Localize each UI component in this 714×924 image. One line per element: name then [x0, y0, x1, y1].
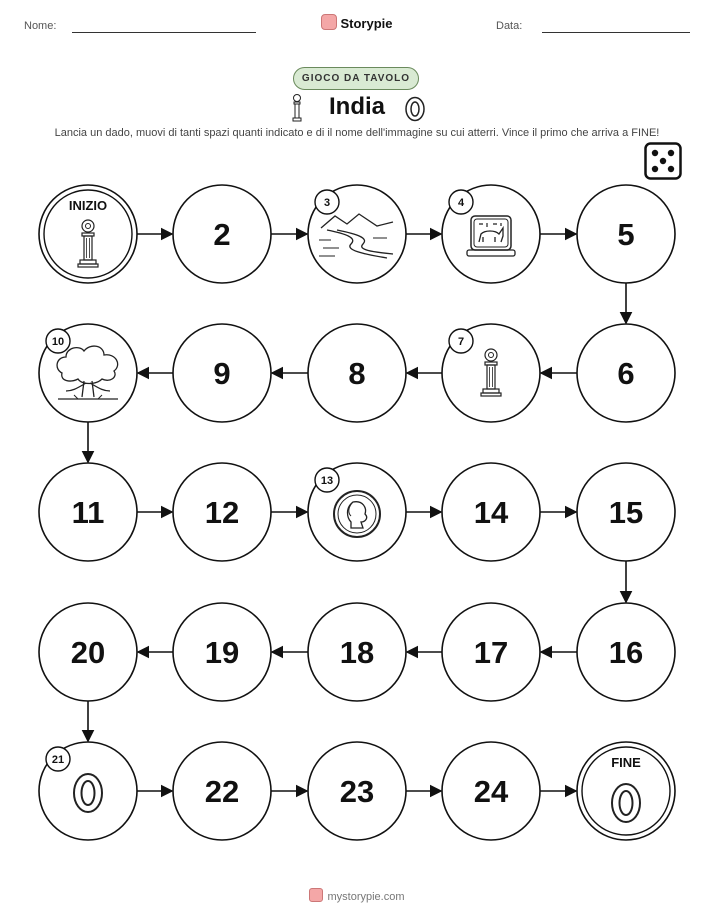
board-space-8[interactable] [308, 324, 406, 422]
space-number: 24 [473, 774, 509, 809]
board-space-10[interactable] [39, 324, 137, 422]
space-number: 17 [473, 635, 509, 670]
storypie-logo-icon [309, 888, 323, 902]
board-space-2[interactable] [173, 185, 271, 283]
space-label: FINE [611, 755, 641, 770]
space-number: 13 [320, 475, 334, 487]
space-number: 21 [51, 754, 65, 766]
board-space-18[interactable] [308, 603, 406, 701]
board-space-4[interactable] [442, 185, 540, 283]
board-space-19[interactable] [173, 603, 271, 701]
space-number: 10 [51, 336, 65, 348]
footer [0, 888, 714, 903]
space-number: 3 [323, 197, 331, 209]
space-number: 12 [204, 495, 240, 530]
space-number: 4 [457, 197, 465, 209]
brand-name: Storypie [340, 16, 393, 31]
board-space-25[interactable] [577, 742, 675, 840]
space-number: 20 [70, 635, 106, 670]
board-space-14[interactable] [442, 463, 540, 561]
space-number: 16 [608, 635, 644, 670]
name-label: Nome: [24, 20, 57, 32]
board-space-17[interactable] [442, 603, 540, 701]
board-space-21[interactable] [39, 742, 137, 840]
space-label: INIZIO [68, 198, 108, 213]
board-space-24[interactable] [442, 742, 540, 840]
board-space-3[interactable] [308, 185, 406, 283]
space-number: 15 [608, 495, 644, 530]
board-space-9[interactable] [173, 324, 271, 422]
space-number: 7 [457, 336, 465, 348]
space-number: 11 [71, 495, 105, 530]
space-number: 9 [213, 356, 231, 391]
page-title: India [328, 93, 385, 120]
space-number: 2 [213, 217, 231, 252]
instructions: Lancia un dado, muovi di tanti spazi quanti indicato e di il nome dell'immagine su cui atterri. Vince il primo che arriva a FINE! [54, 127, 660, 139]
footer-url[interactable]: mystorypie.com [327, 891, 405, 903]
space-number: 19 [204, 635, 240, 670]
game-type-badge: GIOCO DA TAVOLO [293, 67, 419, 90]
date-label: Data: [496, 20, 523, 32]
board-space-11[interactable] [39, 463, 137, 561]
space-number: 22 [204, 774, 240, 809]
board-space-5[interactable] [577, 185, 675, 283]
space-number: 14 [473, 495, 509, 530]
space-number: 8 [348, 356, 366, 391]
board-space-13[interactable] [308, 463, 406, 561]
board-space-22[interactable] [173, 742, 271, 840]
space-number: 5 [617, 217, 635, 252]
board-space-15[interactable] [577, 463, 675, 561]
board-space-12[interactable] [173, 463, 271, 561]
space-number: 23 [339, 774, 375, 809]
board-space-1[interactable] [39, 185, 137, 283]
space-number: 18 [339, 635, 375, 670]
board-space-20[interactable] [39, 603, 137, 701]
board-space-23[interactable] [308, 742, 406, 840]
space-number: 6 [617, 356, 635, 391]
board-space-6[interactable] [577, 324, 675, 422]
board-space-16[interactable] [577, 603, 675, 701]
board-space-7[interactable] [442, 324, 540, 422]
